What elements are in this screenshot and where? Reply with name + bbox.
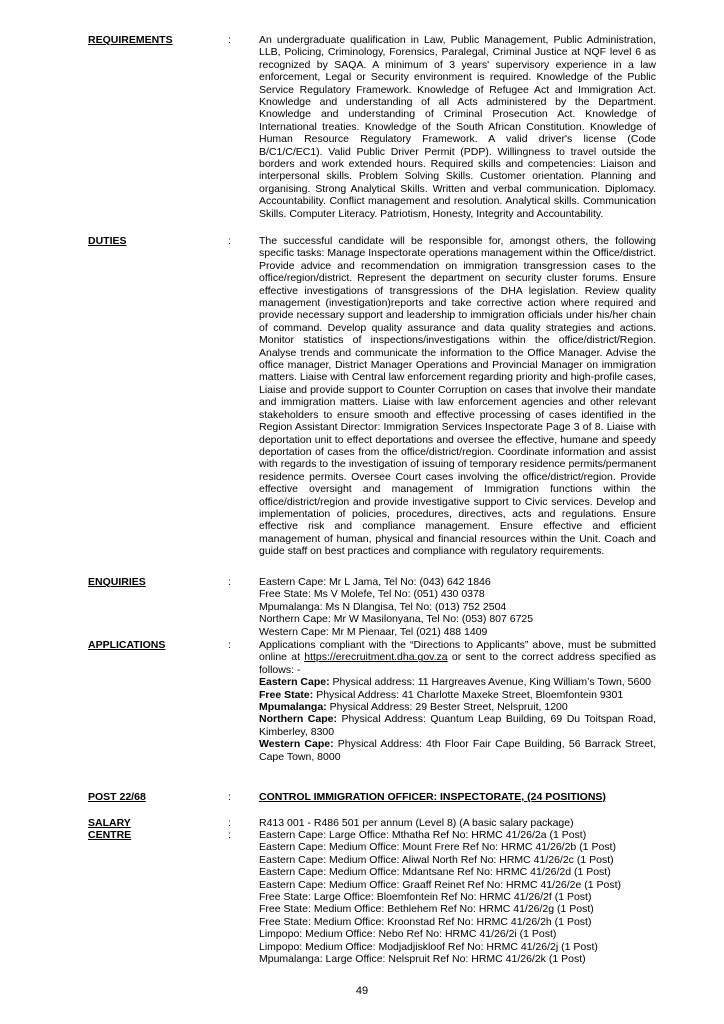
post-title: CONTROL IMMIGRATION OFFICER: INSPECTORATE, (24 POSITIONS) — [259, 791, 606, 803]
duties-label: DUTIES — [88, 235, 127, 247]
address-eastern-cape — [259, 676, 656, 688]
centre-line: Free State: Medium Office: Bethlehem Ref No: HRMC 41/26/2g (1 Post) — [259, 903, 594, 916]
salary-text: R413 001 - R486 501 per annum (Level 8) (A basic salary package) — [259, 817, 574, 829]
address-northern-cape — [259, 713, 656, 738]
page-number: 49 — [355, 985, 369, 997]
enquiry-line: Mpumalanga: Ms N Dlangisa, Tel No: (013) 752 2504 — [259, 600, 507, 613]
enquiries-label: ENQUIRIES — [88, 576, 146, 588]
enquiries-list — [259, 576, 656, 638]
salary-colon: : — [228, 817, 231, 829]
applications-intro — [259, 639, 656, 676]
centre-line: Eastern Cape: Medium Office: Aliwal North Ref No: HRMC 41/26/2c (1 Post) — [259, 853, 614, 866]
address-region: Free State: — [259, 688, 314, 701]
applications-intro-start: Applications compliant with the “Directions to Applicants” above, must be submitted online at — [259, 639, 656, 664]
address-region: Eastern Cape: — [259, 676, 330, 689]
centre-line: Free State: Medium Office: Kroonstad Ref No: HRMC 41/26/2h (1 Post) — [259, 915, 592, 928]
address-text: Physical address: 11 Hargreaves Avenue, King William’s Town, 5600 — [329, 676, 652, 689]
centre-line: Mpumalanga: Large Office: Nelspruit Ref No: HRMC 41/26/2k (1 Post) — [259, 953, 586, 966]
centre-line: Free State: Large Office: Bloemfontein Ref No: HRMC 41/26/2f (1 Post) — [259, 891, 592, 904]
erecruitment-link[interactable]: https://erecruitment.dha.gov.za — [304, 651, 448, 664]
centre-line: Eastern Cape: Medium Office: Mdantsane Ref No: HRMC 41/26/2d (1 Post) — [259, 866, 611, 879]
enquiry-line: Free State: Ms V Molefe, Tel No: (051) 430 0378 — [259, 588, 485, 601]
enquiries-colon: : — [228, 576, 231, 588]
post-label: POST 22/68 — [88, 791, 146, 803]
requirements-text: An undergraduate qualification in Law, Public Management, Public Administration, LLB, Policing, Criminology, Forensics, Paralegal, Criminal Justice at NQF level 6 as recognized by SAQA. A minimum of 3 years' supervisory experience in a law enforcement, Legal or Security environment is required. Knowledge of the Public Service Regulatory Framework. Knowledge of Refugee Act and Immigration Act. Knowledge and understanding of all Acts administered by the Department. Knowledge and understanding of Criminal Prosecution Act. Knowledge of International treaties. Knowledge of the South African Constitution. Knowledge of Human Resource Regulatory Framework. A valid driver's license (Code B/C1/C/EC1). Valid Public Driver Permit (PDP). Willingness to travel outside the borders and work extended hours. Required skills and competencies: Liaison and interpersonal skills. Problem Solving Skills. Customer orientation. Planning and organising. Strong Analytical Skills. Written and verbal communication. Diplomacy. Accountability. Conflict management and resolution. Analytical skills. Communication Skills. Computer Literacy. Patriotism, Honesty, Integrity and Accountability. — [259, 34, 656, 220]
address-western-cape — [259, 738, 656, 763]
duties-text: The successful candidate will be responsible for, amongst others, the following specific tasks: Manage Inspectorate operations management within the Office/district. Provide advice and recommendation on immigration transgression cases to the office/region/district. Represent the department on security cluster forums. Ensure effective investigations of transgressions of the DHA legislation. Review quality management (investigation)reports and take corrective action where required and provide necessary support and leadership to immigration officials under his/her chain of command. Develop quality assurance and data quality strategies and actions. Monitor statistics of inspections/investigations within the office/district/Region. Analyse trends and communicate the information to the Office Manager. Advise the office manager, District Manager Operations and Provincial Manager on immigration matters. Liaise with Central law enforcement regarding priority and high-profile cases, Liaise and provide support to Counter Corruption on cases that involve their mandate and immigration matters. Liaise with law enforcement agencies and other relevant stakeholders to ensure smooth and effective processing of cases identified in the Region Assistant Director: Immigration Services Inspectorate Page 3 of 8. Liaise with deportation unit to effect deportations and oversee the effective, humane and speedy deportation of cases from the office/district/region. Coordinate information and assist with regards to the investigation of issuing of temporary residence permits/permanent residence permits. Oversee Court cases involving the office/district/region. Provide effective oversight and management of Immigration functions within the office/district/region and provide investigative support to Civic services. Develop and implementation of policies, procedures, directives, acts and regulations. Ensure effective risk and compliance management. Ensure effective and efficient management of human, physical and financial resources within the Unit. Coach and guide staff on best practices and compliance with regulatory requirements. — [259, 235, 656, 558]
applications-label: APPLICATIONS — [88, 639, 166, 651]
enquiry-line: Northern Cape: Mr W Masilonyana, Tel No: (053) 807 6725 — [259, 613, 534, 626]
address-region: Western Cape: — [259, 738, 334, 751]
enquiry-line: Eastern Cape: Mr L Jama, Tel No: (043) 642 1846 — [259, 576, 491, 588]
duties-colon: : — [228, 235, 231, 247]
applications-colon: : — [228, 639, 231, 651]
address-mpumalanga — [259, 701, 656, 713]
salary-label: SALARY — [88, 817, 131, 829]
centre-line: Limpopo: Medium Office: Modjadjiskloof Ref No: HRMC 41/26/2j (1 Post) — [259, 940, 598, 953]
post-colon: : — [228, 791, 231, 803]
centre-line: Limpopo: Medium Office: Nebo Ref No: HRMC 41/26/2i (1 Post) — [259, 928, 557, 941]
centre-colon: : — [228, 829, 231, 841]
centre-line: Eastern Cape: Medium Office: Graaff Reinet Ref No: HRMC 41/26/2e (1 Post) — [259, 878, 622, 891]
address-text: Physical Address: 29 Bester Street, Nelspruit, 1200 — [326, 701, 568, 714]
requirements-label: REQUIREMENTS — [88, 34, 173, 46]
address-text: Physical Address: 4th Floor Fair Cape Building, 56 Barrack Street, Cape Town, 8000 — [259, 738, 656, 763]
applications-intro-end: or sent to the correct address specified as follows: - — [259, 651, 656, 676]
centre-line: Eastern Cape: Large Office: Mthatha Ref No: HRMC 41/26/2a (1 Post) — [259, 829, 587, 841]
address-region: Northern Cape: — [259, 713, 337, 726]
address-text: Physical Address: 41 Charlotte Maxeke Street, Bloemfontein 9301 — [313, 688, 624, 701]
enquiry-line: Western Cape: Mr M Pienaar, Tel (021) 488 1409 — [259, 625, 488, 638]
requirements-colon: : — [228, 34, 231, 46]
address-free-state — [259, 689, 656, 701]
address-text: Physical Address: Quantum Leap Building, 69 Du Toitspan Road, Kimberley, 8300 — [259, 713, 656, 738]
centre-label: CENTRE — [88, 829, 132, 841]
address-region: Mpumalanga: — [259, 701, 327, 714]
centre-line: Eastern Cape: Medium Office: Mount Frere Ref No: HRMC 41/26/2b (1 Post) — [259, 841, 616, 854]
centre-list — [259, 829, 656, 965]
applications-text — [259, 639, 656, 763]
